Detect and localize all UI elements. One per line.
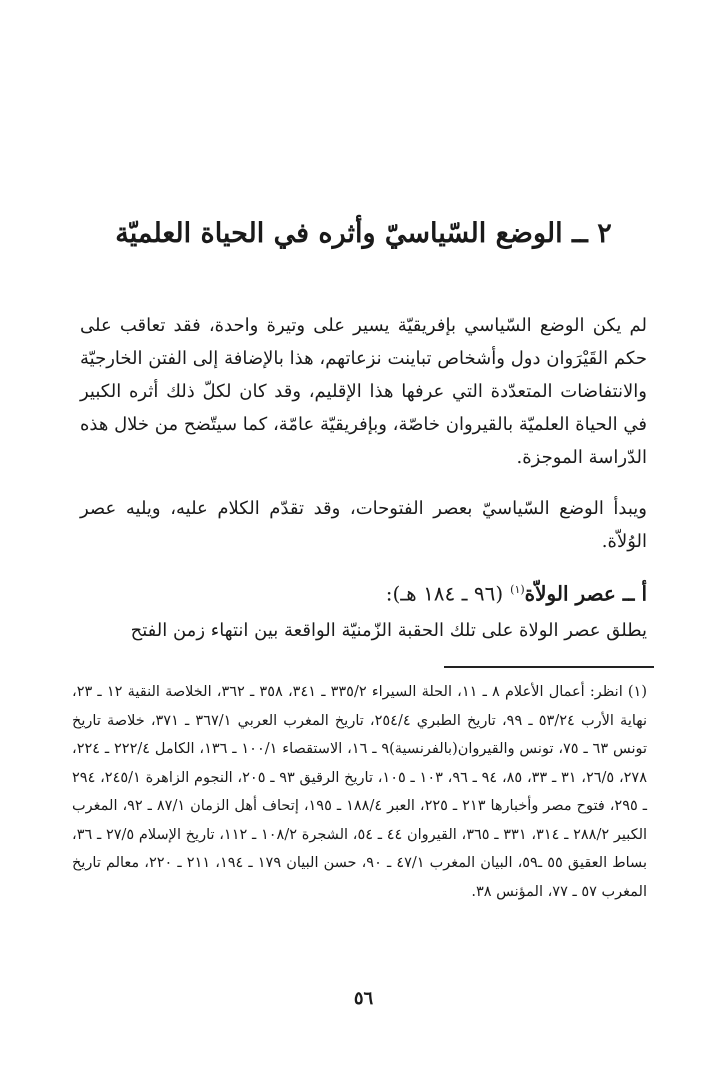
section-heading-range: (٩٦ ـ ١٨٤ هـ): xyxy=(385,581,504,606)
section-heading-label: أ ــ عصر الولاّة xyxy=(524,581,647,606)
body-paragraph-2: ويبدأ الوضع السّياسيّ بعصر الفتوحات، وقد تقدّم الكلام عليه، ويليه عصر الوُلاّة. xyxy=(80,498,647,552)
section-heading xyxy=(80,574,647,610)
footnote-text: (١) انظر: أعمال الأعلام ٨ ـ ١١، الحلة السيراء ٣٣٥/٢ ـ ٣٤١، ٣٥٨ ـ ٣٦٢، الخلاصة النقية ١٢ ـ ٢٣، نهاية الأرب ٥٣/٢٤ ـ ٩٩، تاريخ الطبري ٢٥٤/٤، تاريخ المغرب العربي ٣٦٧/١ ـ ٣٧١، خلاصة تاريخ تونس ٦٣ ـ ٧٥، تونس والقيروان(بالفرنسية)٩ ـ ١٦، الاستقصاء ١٠٠/١ ـ ١٣٦، الكامل ٢٢٢/٤ ـ ٢٢٤، ٢٧٨، ٢٦/٥، ٣١ ـ ٣٣، ٨٥، ٩٤ ـ ٩٦، ١٠٣ ـ ١٠٥، تاريخ الرقيق ٩٣ ـ ٢٠٥، النجوم الزاهرة ٢٤٥/١، ٢٩٤ ـ ٢٩٥، فتوح مصر وأخبارها ٢١٣ ـ ٢٢٥، العبر ١٨٨/٤ ـ ١٩٥، إتحاف أهل الزمان ٨٧/١ ـ ٩٢، المغرب الكبير ٢٨٨/٢ ـ ٣١٤، ٣٣١ ـ ٣٦٥، القيروان ٤٤ ـ ٥٤، الشجرة ١٠٨/٢ ـ ١١٢، تاريخ الإسلام ٢٧/٥ ـ ٣٦، بساط العقيق ٥٥ ـ٥٩، البيان المغرب ٤٧/١ ـ ٩٠، حسن البيان ١٧٩ ـ ١٩٤، ٢١١ ـ ٢٢٠، معالم تاريخ المغرب ٥٧ ـ ٧٧، المؤنس ٣٨. xyxy=(72,684,648,900)
footnote-reference: (١) xyxy=(510,583,525,596)
body-paragraph-1: لم يكن الوضع السّياسي بإفريقيّة يسير على وتيرة واحدة، فقد تعاقب على حكم القَيْرَوان دول وأشخاص تباينت نزعاتهم، هذا بالإضافة إلى الفتن الخارجيّة والانتفاضات المتعدّدة التي عرفها هذا الإقليم، وقد كان لكلّ ذلك أثره الكبير في الحياة العلميّة بالقيروان خاصّة، وبإفريقيّة عامّة، كما سيتّضح من خلال هذه الدّراسة الموجزة. xyxy=(80,315,647,468)
chapter-title: ٢ ــ الوضع السّياسيّ وأثره في الحياة العلميّة xyxy=(115,218,612,249)
footnote-divider xyxy=(444,666,654,668)
page-number: ٥٦ xyxy=(353,988,374,1009)
section-paragraph: يطلق عصر الولاة على تلك الحقبة الزّمنيّة الواقعة بين انتهاء زمن الفتح xyxy=(130,620,647,641)
